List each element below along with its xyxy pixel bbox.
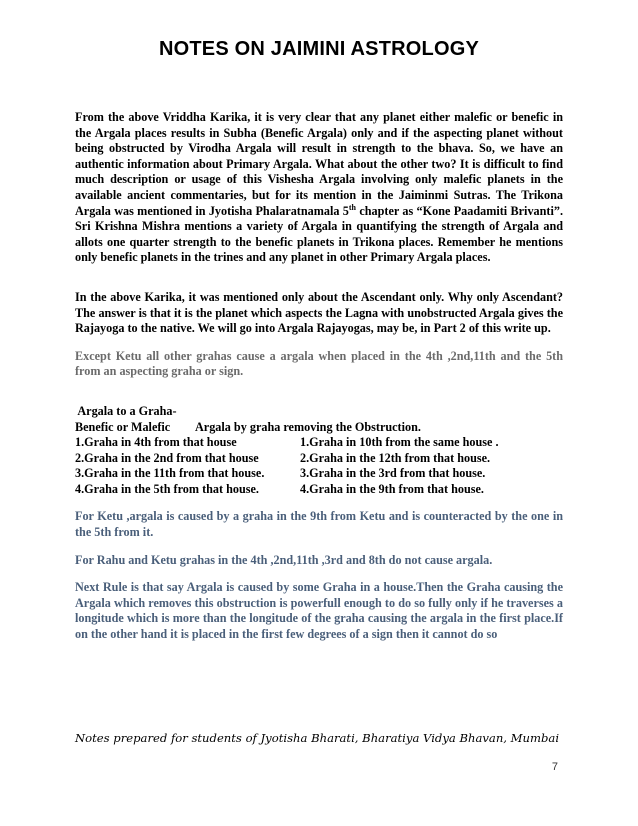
page-title: NOTES ON JAIMINI ASTROLOGY (158, 38, 480, 60)
page-number: 7 (551, 761, 558, 773)
paragraph-6: Next Rule is that say Argala is caused by some Graha in a house.Then the Graha causing the Argala which removes this obstruction is powerfull enough to do so fully only if he traverses a longitude which is more than the longitude of the graha causing the argala in the first place.If on the other hand it is placed in the first few degrees of a sign then it cannot do so (75, 580, 563, 642)
page-footer: Notes prepared for students of Jyotisha Bharati, Bharatiya Vidya Bhavan, Mumbai (75, 731, 560, 745)
paragraph-2: In the above Karika, it was mentioned only about the Ascendant only. Why only Ascendant? The answer is that it is the planet which aspects the Lagna with unobstructed Argala gives the Rajayoga to the native. We will go into Argala Rajayogas, may be, in Part 2 of this write up. (75, 289, 563, 336)
argala-list-row-left: 1.Graha in 4th from that house (75, 435, 237, 450)
argala-list-row-right: 4.Graha in the 9th from that house. (300, 481, 484, 496)
argala-list-head-right: Argala by graha removing the Obstruction. (195, 419, 421, 434)
argala-list-row (75, 435, 563, 451)
paragraph-1-part-a: From the above Vriddha Karika, it is very clear that any planet either malefic or benefic in the Argala places results in Subha (Benefic Argala) only and if the aspecting planet without being obstructed by Virodha Argala will result in strength to the bhava. So, we have an authentic information about Primary Argala. What about the other two? It is difficult to find much description or usage of this Vishesha Argala involving only malefic planets in the available ancient commentaries, but for its mention in the Jaiminmi Sutras. The Trikona Argala was mentioned in Jyotisha Phalaratnamala 5 (75, 110, 563, 218)
paragraph-1-superscript: th (348, 202, 356, 212)
argala-list-head-left: Benefic or Malefic (75, 419, 171, 434)
argala-list-row-right: 3.Graha in the 3rd from that house. (300, 466, 486, 481)
argala-list (75, 404, 563, 498)
argala-list-row (75, 466, 563, 482)
paragraph-1-part-b: chapter as “Kone Paadamiti Brivanti”. Sri Krishna Mishra mentions a variety of Argala in quantifying the strength of Argala and allots one quarter strength to the benefic planets in Trikona places. Remember he mentions only benefic planets in the trines and any planet in other Primary Argala places. (75, 203, 563, 265)
paragraph-1 (75, 110, 563, 266)
paragraph-4: For Ketu ,argala is caused by a graha in the 9th from Ketu and is counteracted by the one in the 5th from it. (75, 509, 563, 540)
document-body (75, 110, 563, 643)
paragraph-5: For Rahu and Ketu grahas in the 4th ,2nd,11th ,3rd and 8th do not cause argala. (75, 552, 493, 567)
argala-list-row-left: 2.Graha in the 2nd from that house (75, 450, 259, 465)
paragraph-3: Except Ketu all other grahas cause a argala when placed in the 4th ,2nd,11th and the 5th from an aspecting graha or sign. (75, 348, 563, 379)
argala-list-row-left: 4.Graha in the 5th from that house. (75, 481, 259, 496)
argala-list-row (75, 482, 563, 498)
argala-list-column-heads (75, 420, 563, 436)
argala-list-row-left: 3.Graha in the 11th from that house. (75, 466, 265, 481)
argala-list-row (75, 451, 563, 467)
argala-list-row-right: 2.Graha in the 12th from that house. (300, 450, 491, 465)
argala-list-heading: Argala to a Graha- (75, 403, 177, 418)
argala-list-row-right: 1.Graha in 10th from the same house . (300, 435, 499, 450)
